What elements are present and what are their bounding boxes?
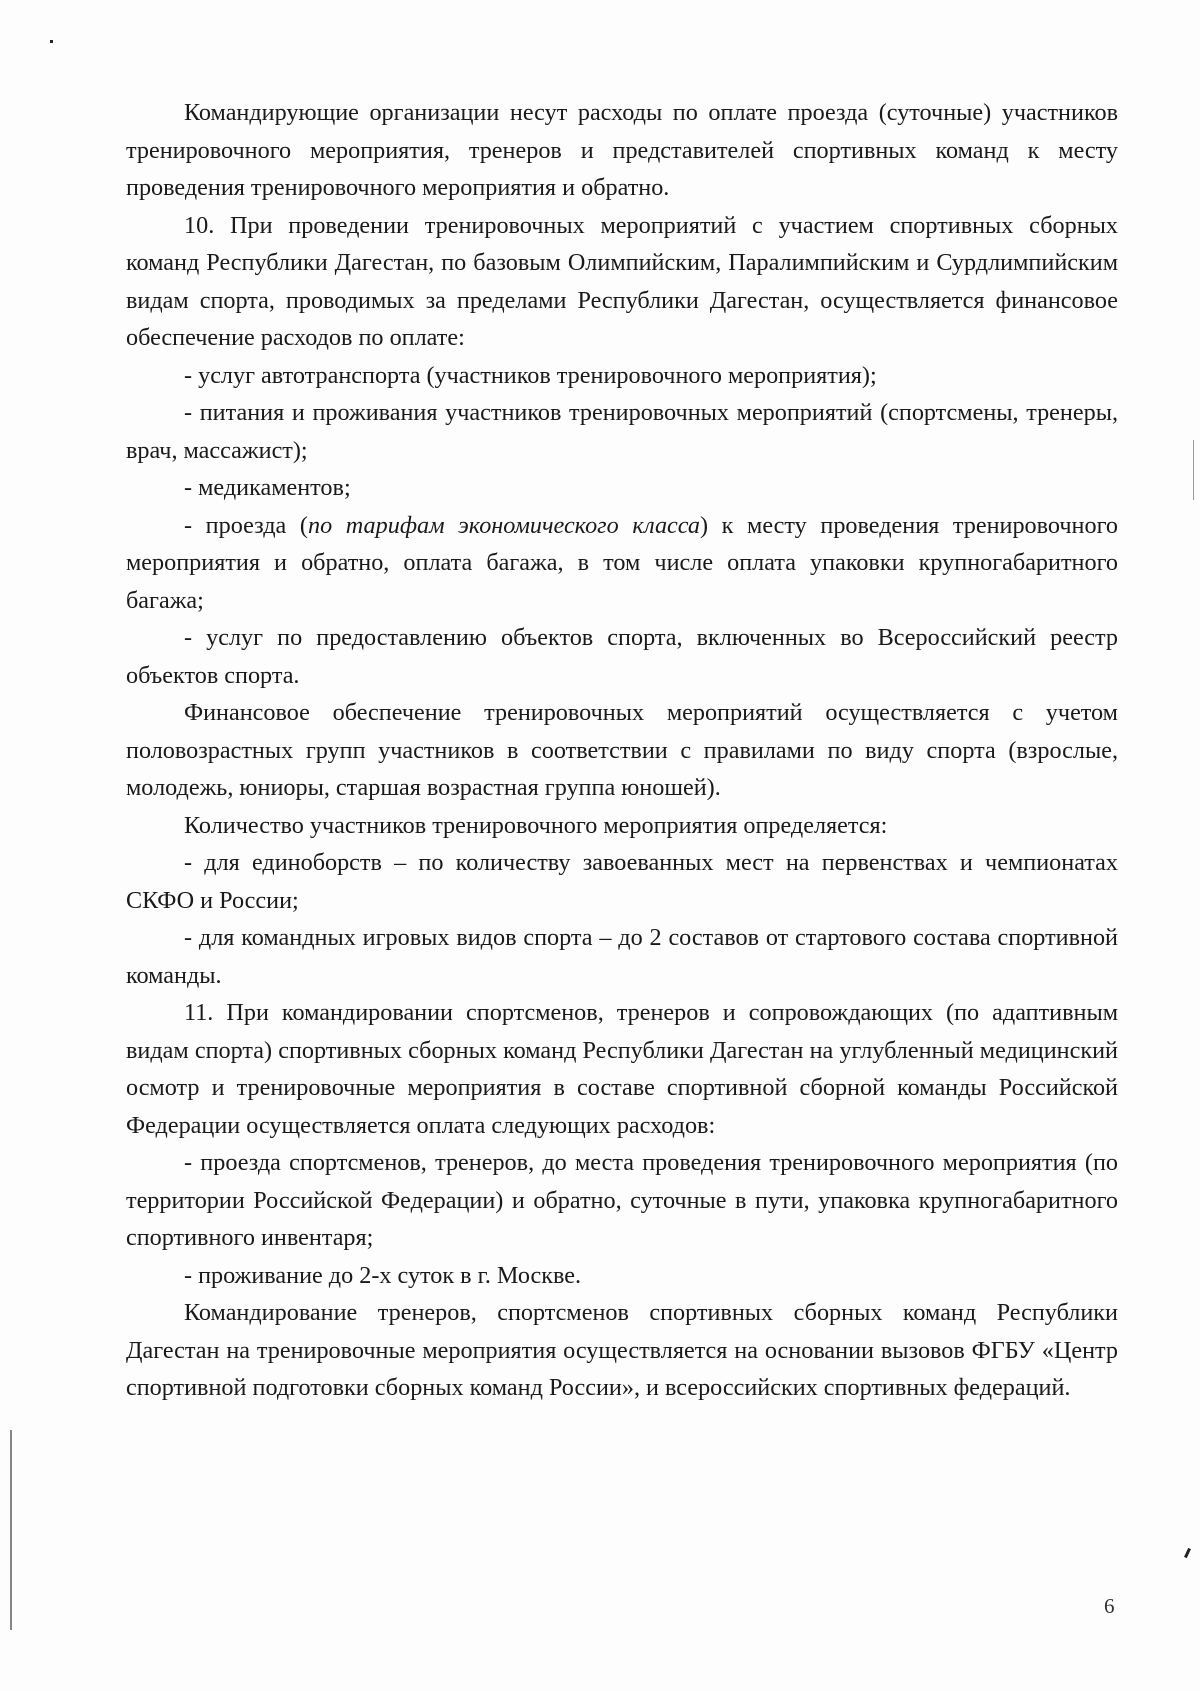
list-item-combat-sports: - для единоборств – по количеству завоеванных мест на первенствах и чемпионатах СКФО и России; <box>126 849 1118 914</box>
list-item-transport: - услуг автотранспорта (участников тренировочного мероприятия); <box>184 361 877 389</box>
paragraph-item-10: 10. При проведении тренировочных мероприятий с участием спортивных сборных команд Республики Дагестан, по базовым Олимпийским, Паралимпийским и Сурдлимпийским видам спорта, проводимых за пределами Республики Дагестан, осуществляется финансовое обеспечение расходов по оплате: <box>126 211 1118 351</box>
paragraph-travel-expenses: Командирующие организации несут расходы по оплате проезда (суточные) участников тренировочного мероприятия, тренеров и представителей спортивных команд к месту проведения тренировочного мероприятия и обратно. <box>126 99 1118 201</box>
list-item-sport-facilities: - услуг по предоставлению объектов спорта, включенных во Всероссийский реестр объектов спорта. <box>126 624 1118 689</box>
scan-edge-line-left <box>10 1430 12 1630</box>
fare-text-italic: по тарифам экономического класса <box>307 511 700 539</box>
list-item-moscow-lodging: - проживание до 2-х суток в г. Москве. <box>184 1261 582 1289</box>
paragraph-participant-count: Количество участников тренировочного мероприятия определяется: <box>184 811 888 839</box>
scan-speck-top-left <box>50 40 53 43</box>
list-item-team-sports: - для командных игровых видов спорта – до 2 составов от стартового состава спортивной команды. <box>126 924 1118 989</box>
document-body <box>126 94 1118 1407</box>
scan-mark-bottom-right <box>1184 1548 1191 1558</box>
paragraph-secondment: Командирование тренеров, спортсменов спортивных сборных команд Республики Дагестан на тренировочные мероприятия осуществляется на основании вызовов ФГБУ «Центр спортивной подготовки сборных команд России», и всероссийских спортивных федераций. <box>126 1299 1118 1401</box>
list-item-medicines: - медикаментов; <box>184 474 351 501</box>
paragraph-item-11: 11. При командировании спортсменов, тренеров и сопровождающих (по адаптивным видам спорта) спортивных сборных команд Республики Дагестан на углубленный медицинский осмотр и тренировочные мероприятия в составе спортивной сборной команды Российской Федерации осуществляется оплата следующих расходов: <box>126 999 1118 1139</box>
page-number: 6 <box>1104 1594 1115 1618</box>
fare-text-after: ) к месту проведения тренировочного мероприятия и обратно, оплата багажа, в том числе оплата упаковки крупногабаритного багажа; <box>126 511 1118 614</box>
scan-edge-line-right <box>1193 440 1194 500</box>
paragraph-financing-groups: Финансовое обеспечение тренировочных мероприятий осуществляется с учетом половозрастных групп участников в соответствии с правилами по виду спорта (взрослые, молодежь, юниоры, старшая возрастная группа юношей). <box>126 699 1118 801</box>
list-item-athlete-travel: - проезда спортсменов, тренеров, до места проведения тренировочного мероприятия (по территории Российской Федерации) и обратно, суточные в пути, упаковка крупногабаритного спортивного инвентаря; <box>126 1149 1118 1251</box>
fare-text-before: - проезда ( <box>184 511 308 539</box>
list-item-food-lodging: - питания и проживания участников тренировочных мероприятий (спортсмены, тренеры, врач, массажист); <box>126 399 1118 464</box>
list-item-travel-fare <box>126 507 1118 620</box>
